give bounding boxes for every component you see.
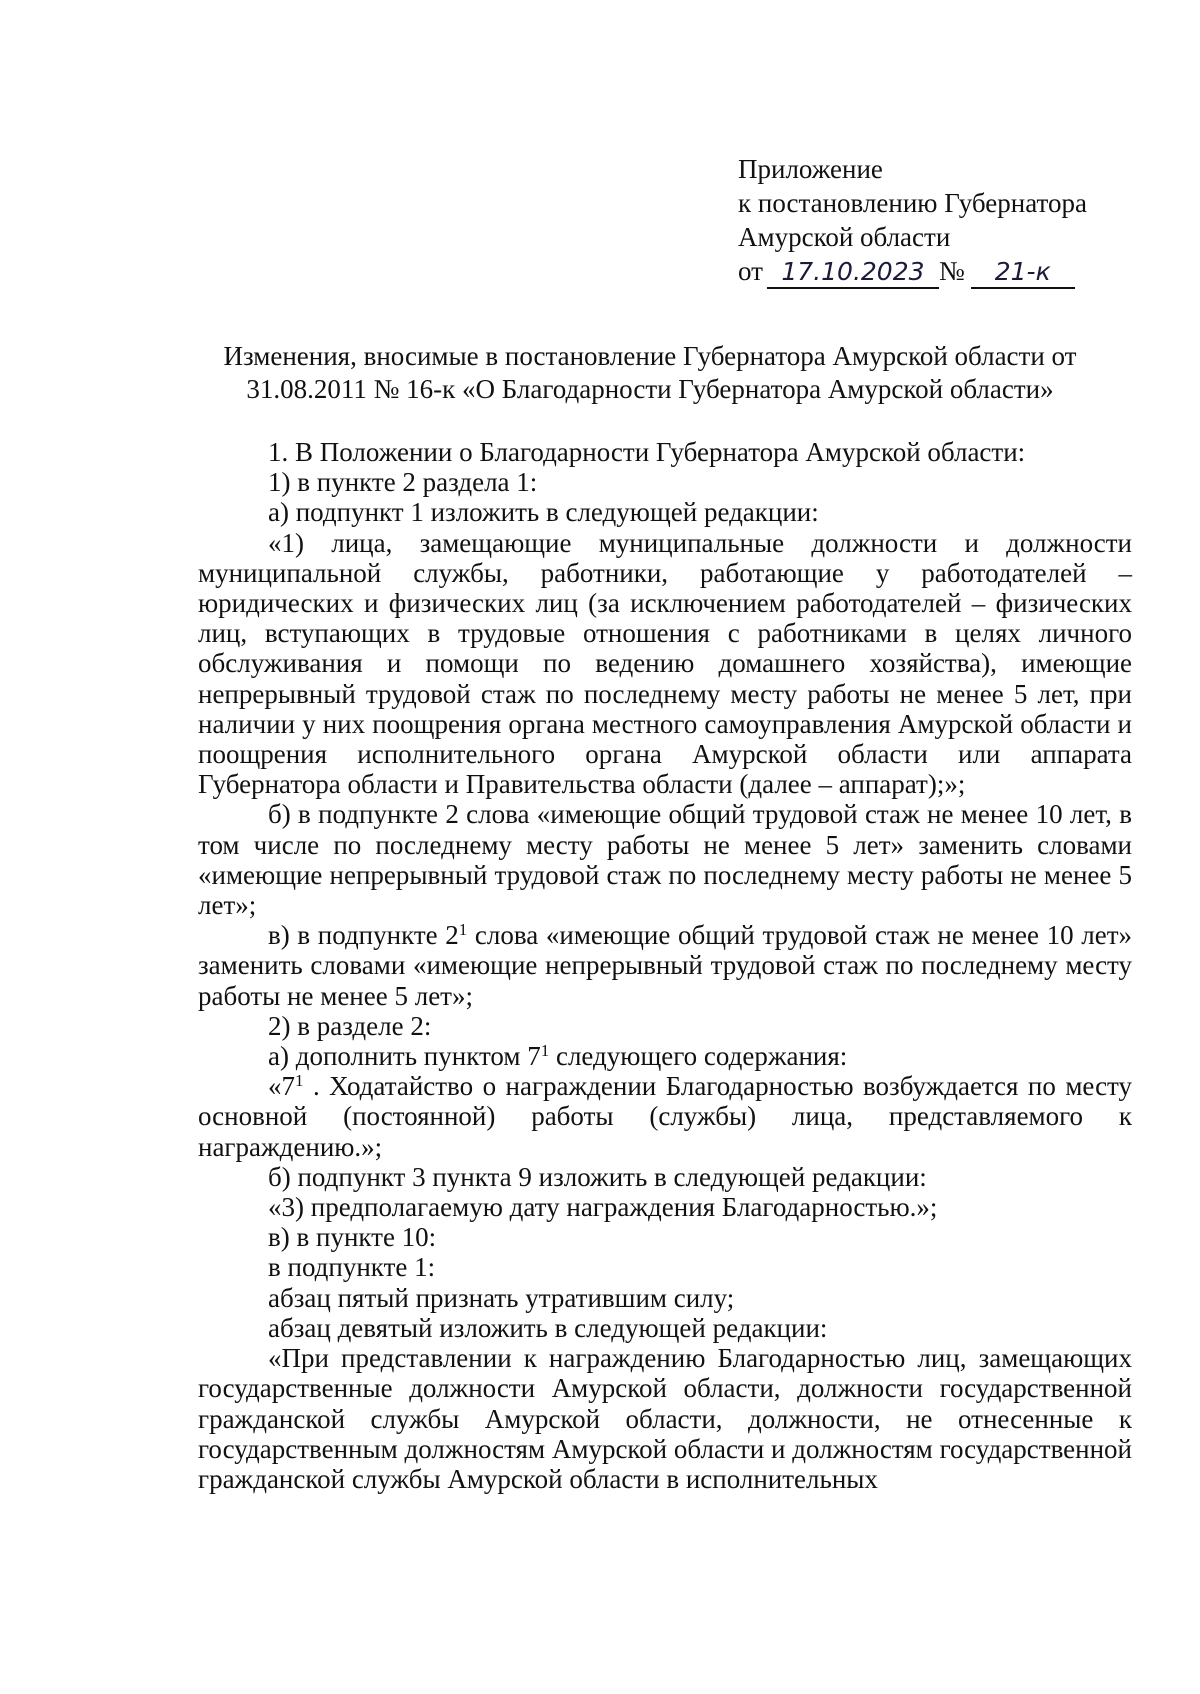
title-line-2: 31.08.2011 № 16-к «О Благодарности Губернатора Амурской области» — [246, 374, 1054, 404]
appendix-heading: Приложение — [738, 154, 883, 184]
paragraph-11: «3) предполагаемую дату награждения Благодарностью.»; — [268, 1192, 938, 1223]
date-prefix: от — [738, 256, 763, 286]
paragraph-4: «1) лица, замещающие муниципальные должности и должности муниципальной службы, работники, работающие у работодателей – юридических и физических лиц (за исключением работодателей – физических лиц, вступающих в трудовые отношения с работниками в целях личного обслуживания и помощи по ведению домашнего хозяйства), имеющие непрерывный трудовой стаж по последнему месту работы не менее 5 лет, при наличии у них поощрения органа местного самоуправления Амурской области и поощрения исполнительного органа Амурской области или аппарата Губернатора области и Правительства области (далее – аппарат);»; — [198, 527, 1132, 800]
title-line-1: Изменения, вносимые в постановление Губернатора Амурской области от — [223, 341, 1077, 371]
paragraph-6-start: в) в подпункте 2 — [268, 920, 459, 951]
paragraph-3: а) подпункт 1 изложить в следующей редакции: — [268, 497, 819, 528]
paragraph-7: 2) в разделе 2: — [268, 1010, 432, 1041]
paragraph-13: в подпункте 1: — [268, 1252, 436, 1283]
paragraph-1: 1. В Положении о Благодарности Губернатора Амурской области: — [268, 437, 1026, 467]
paragraph-16: «При представлении к награждению Благодарностью лиц, замещающих государственные должности Амурской области, должности государственной гражданской службы Амурской области, должности, не отнесенные к государственным должностям Амурской области и должностям государственной гражданской службы Амурской области в исполнительных — [198, 1343, 1132, 1494]
paragraph-6-rest: слова «имеющие общий трудовой стаж не менее 10 лет» заменить словами «имеющие непрерывный трудовой стаж по последнему месту работы не менее 5 лет»; — [198, 920, 1132, 1011]
paragraph-6 — [198, 920, 1132, 1011]
paragraph-10: б) подпункт 3 пункта 9 изложить в следующей редакции: — [268, 1161, 927, 1192]
paragraph-15: абзац девятый изложить в следующей редакции: — [268, 1312, 828, 1343]
appendix-region-line: Амурской области — [738, 222, 951, 252]
paragraph-8-start: а) дополнить пунктом 7 — [268, 1041, 541, 1072]
paragraph-2: 1) в пункте 2 раздела 1: — [268, 467, 538, 498]
superscript-3: 1 — [295, 1071, 304, 1091]
paragraph-8-rest: следующего содержания: — [549, 1041, 848, 1072]
appendix-date-number-line — [738, 254, 1087, 289]
superscript-2: 1 — [540, 1041, 550, 1061]
paragraph-8 — [198, 1041, 1132, 1071]
appendix-block — [738, 152, 1087, 289]
document-body — [198, 437, 1132, 1494]
paragraph-9-start: «7 — [268, 1071, 295, 1102]
appendix-resolution-line: к постановлению Губернатора — [738, 188, 1087, 218]
paragraph-5: б) в подпункте 2 слова «имеющие общий трудовой стаж не менее 10 лет, в том числе по последнему месту работы не менее 5 лет» заменить словами «имеющие непрерывный трудовой стаж по последнему месту работы не менее 5 лет»; — [198, 799, 1132, 921]
paragraph-9-rest: . Ходатайство о награждении Благодарностью возбуждается по месту основной (постоянной) работы (службы) лица, представляемого к награждению.»; — [198, 1071, 1132, 1162]
paragraph-12: в) в пункте 10: — [268, 1222, 437, 1253]
paragraph-9 — [198, 1071, 1132, 1162]
handwritten-date: 17.10.2023 — [767, 257, 939, 289]
superscript-1: 1 — [458, 920, 468, 940]
handwritten-number: 21-к — [971, 257, 1075, 289]
paragraph-14: абзац пятый признать утратившим силу; — [268, 1282, 735, 1313]
number-sign: № — [938, 256, 965, 286]
document-title — [200, 340, 1100, 406]
